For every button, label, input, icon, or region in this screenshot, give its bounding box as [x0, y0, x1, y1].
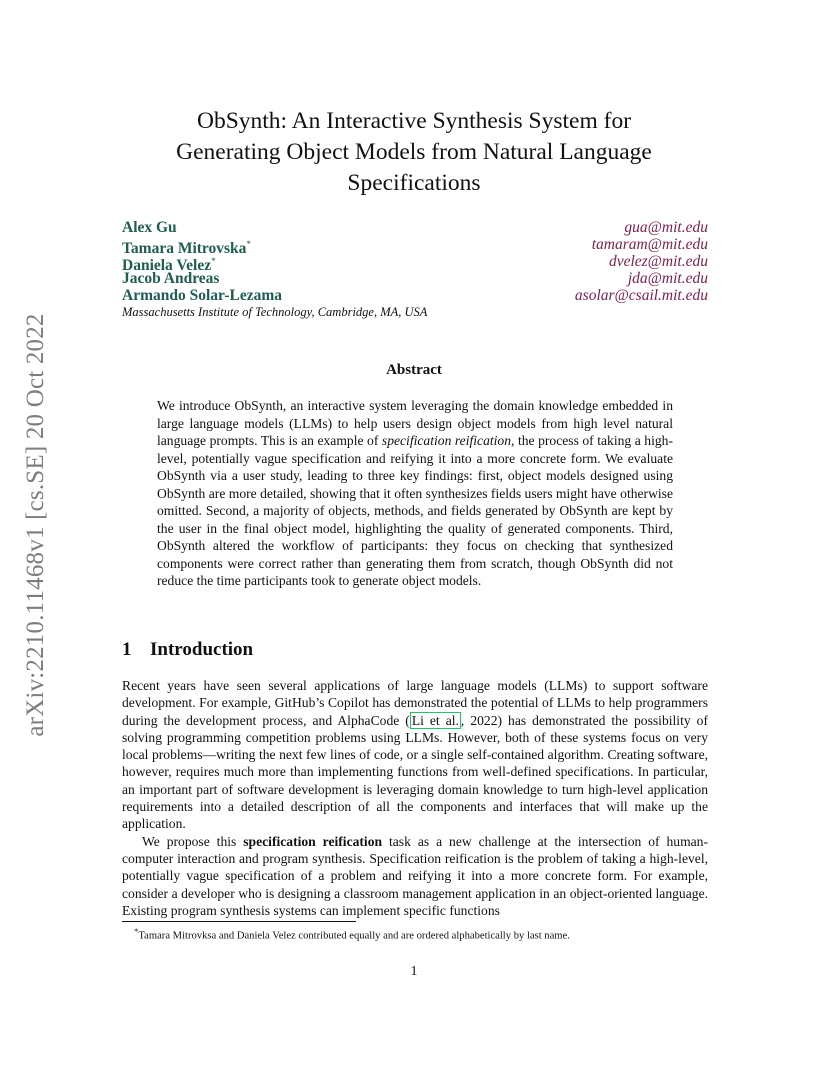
abstract-body: We introduce ObSynth, an interactive system leveraging the domain knowledge embedded in large language models (LLMs) to help users design object models from high level natural language prompts. This is an example of specification reification, the process of taking a high-level, potentially vague specification and reifying it into a more concrete form. We evaluate ObSynth via a user study, leading to three key findings: first, object models designed using ObSynth are more detailed, showing that it often synthesizes fields users might have otherwise omitted. Second, a majority of objects, methods, and fields generated by ObSynth are kept by the user in the final object model, highlighting the quality of generated components. Third, ObSynth altered the workflow of participants: they focus on checking that synthesized components were correct rather than generating them from scratch, though ObSynth did not reduce the time participants took to generate object models.	[157, 398, 673, 588]
title-line: Specifications	[347, 170, 481, 196]
section-number: 1	[122, 639, 132, 660]
footnote-mark: *	[134, 926, 139, 936]
author-name: Tamara Mitrovska*	[122, 239, 251, 258]
paragraph: Recent years have seen several applications of large language models (LLMs) to support software development. For example, GitHub’s Copilot has demonstrated the potential of LLMs to help programmers during the development process, and AlphaCode ( Li et al. , 2022) has demonstrated the possibility of solving programming competition problems using LLMs. However, both of these systems focus on very local problems—writing the next few lines of code, or a single self-contained algorithm. Creating software, however, requires much more than implementing functions from well-defined specifications. In particular, an important part of software development is leveraging domain knowledge to turn high-level application requirements into a detailed description of all the components and interfaces that will make up the application.	[122, 678, 708, 832]
introduction-body	[122, 677, 708, 919]
paragraph: We propose this specification reification task as a new challenge at the intersection of human-computer interaction and program synthesis. Specification reification is the problem of taking a high-level, potentially vague specification of a problem and reifying it into a more concrete form. For example, consider a developer who is designing a classroom management application in an object-oriented language. Existing program synthesis systems can implement specific functions	[122, 833, 708, 918]
author-name: Armando Solar-Lezama	[122, 287, 283, 304]
section-title: Introduction	[150, 639, 254, 660]
abstract-heading: Abstract	[386, 362, 442, 378]
author-row	[122, 219, 708, 236]
affiliation: Massachusetts Institute of Technology, Cambridge, MA, USA	[122, 305, 428, 319]
author-name: Alex Gu	[122, 219, 177, 236]
author-row	[122, 253, 708, 275]
author-name: Daniela Velez*	[122, 256, 216, 275]
bold-term: specification reification	[243, 833, 383, 849]
author-block	[122, 219, 708, 320]
author-email: tamaram@mit.edu	[591, 236, 708, 253]
author-email: jda@mit.edu	[627, 270, 708, 287]
abstract-emphasis: specification reification	[381, 433, 512, 448]
paper-title	[120, 106, 708, 199]
footnote-mark: *	[246, 239, 251, 249]
author-row	[122, 287, 708, 304]
footnote-mark: *	[211, 256, 216, 266]
footnote-rule	[122, 921, 356, 922]
footnote-text: Tamara Mitrovksa and Daniela Velez contributed equally and are ordered alphabetically by last name.	[138, 930, 570, 942]
author-row	[122, 270, 708, 287]
author-email: gua@mit.edu	[624, 219, 708, 236]
author-name: Jacob Andreas	[122, 270, 220, 287]
title-line: ObSynth: An Interactive Synthesis System for	[196, 108, 632, 134]
author-email: dvelez@mit.edu	[608, 253, 708, 270]
footnote	[134, 926, 570, 942]
page-number: 1	[410, 964, 418, 979]
citation-link[interactable]: Li et al.	[411, 712, 459, 728]
author-email: asolar@csail.mit.edu	[574, 287, 708, 304]
arxiv-identifier: arXiv:2210.11468v1 [cs.SE] 20 Oct 2022	[22, 313, 49, 737]
author-row	[122, 236, 708, 258]
title-line: Generating Object Models from Natural Language	[176, 139, 652, 165]
section-heading	[122, 639, 253, 661]
